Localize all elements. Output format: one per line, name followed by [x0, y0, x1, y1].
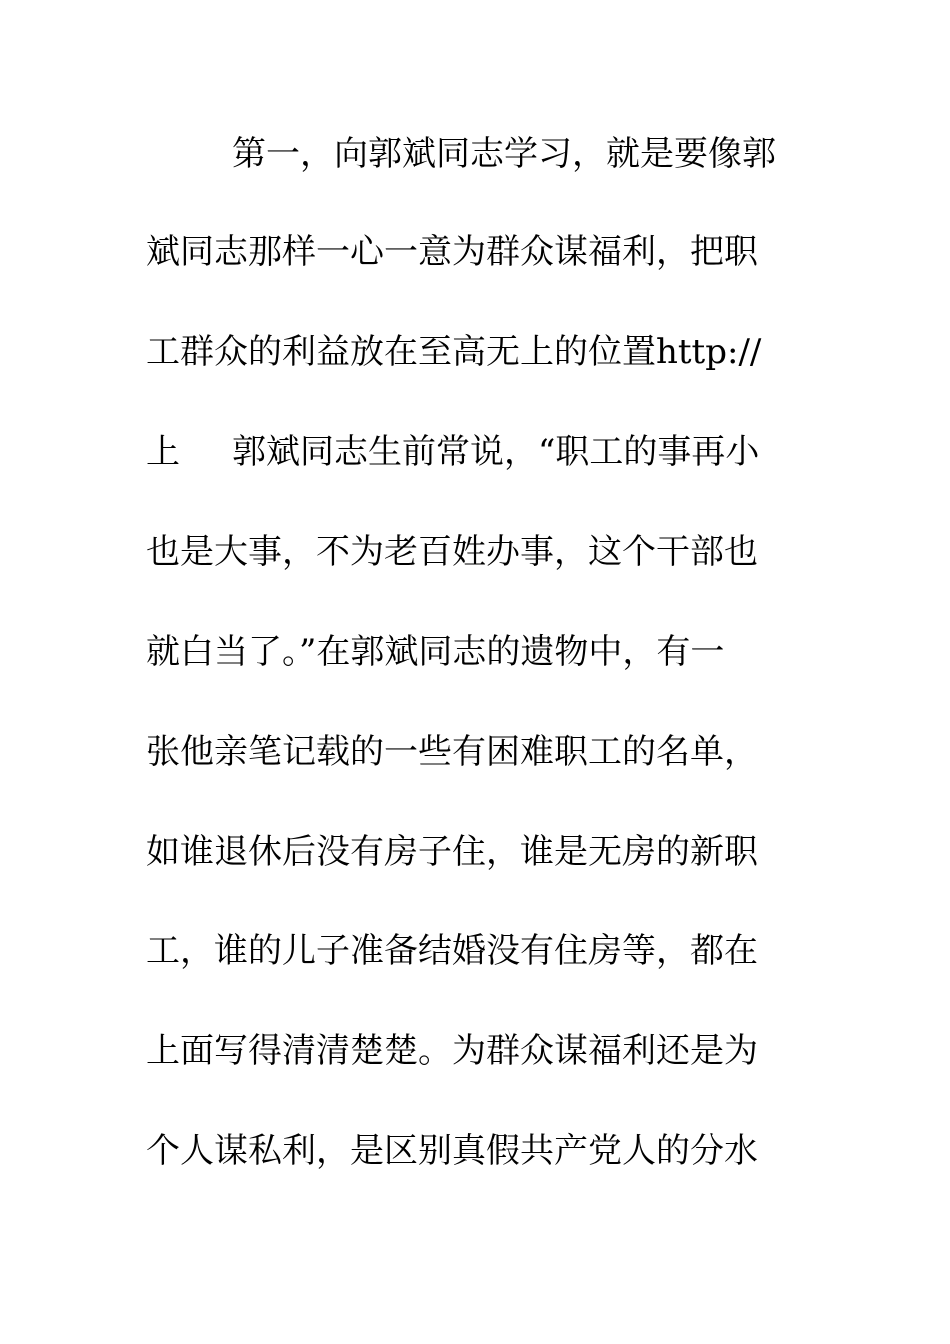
- paragraph-line-7: 张他亲笔记载的一些有困难职工的名单，: [146, 732, 758, 772]
- paragraph-line-2: 斌同志那样一心一意为群众谋福利，把职: [146, 232, 758, 272]
- paragraph-line-3: 工群众的利益放在至高无上的位置http://: [146, 332, 762, 372]
- paragraph-line-1: 第一，向郭斌同志学习，就是要像郭: [232, 134, 776, 174]
- paragraph-line-5: 也是大事，不为老百姓办事，这个干部也: [146, 532, 758, 572]
- paragraph-line-4-fragment: 上: [146, 432, 180, 472]
- paragraph-line-8: 如谁退休后没有房子住，谁是无房的新职: [146, 832, 758, 872]
- paragraph-line-9: 工，谁的儿子准备结婚没有住房等，都在: [146, 931, 758, 971]
- paragraph-line-11: 个人谋私利，是区别真假共产党人的分水: [146, 1131, 758, 1171]
- paragraph-line-4-text: 郭斌同志生前常说，“职工的事再小: [232, 432, 760, 472]
- paragraph-line-10: 上面写得清清楚楚。为群众谋福利还是为: [146, 1031, 758, 1071]
- paragraph-line-6: 就白当了。”在郭斌同志的遗物中，有一: [146, 632, 725, 672]
- paragraph-line-4: [146, 427, 826, 477]
